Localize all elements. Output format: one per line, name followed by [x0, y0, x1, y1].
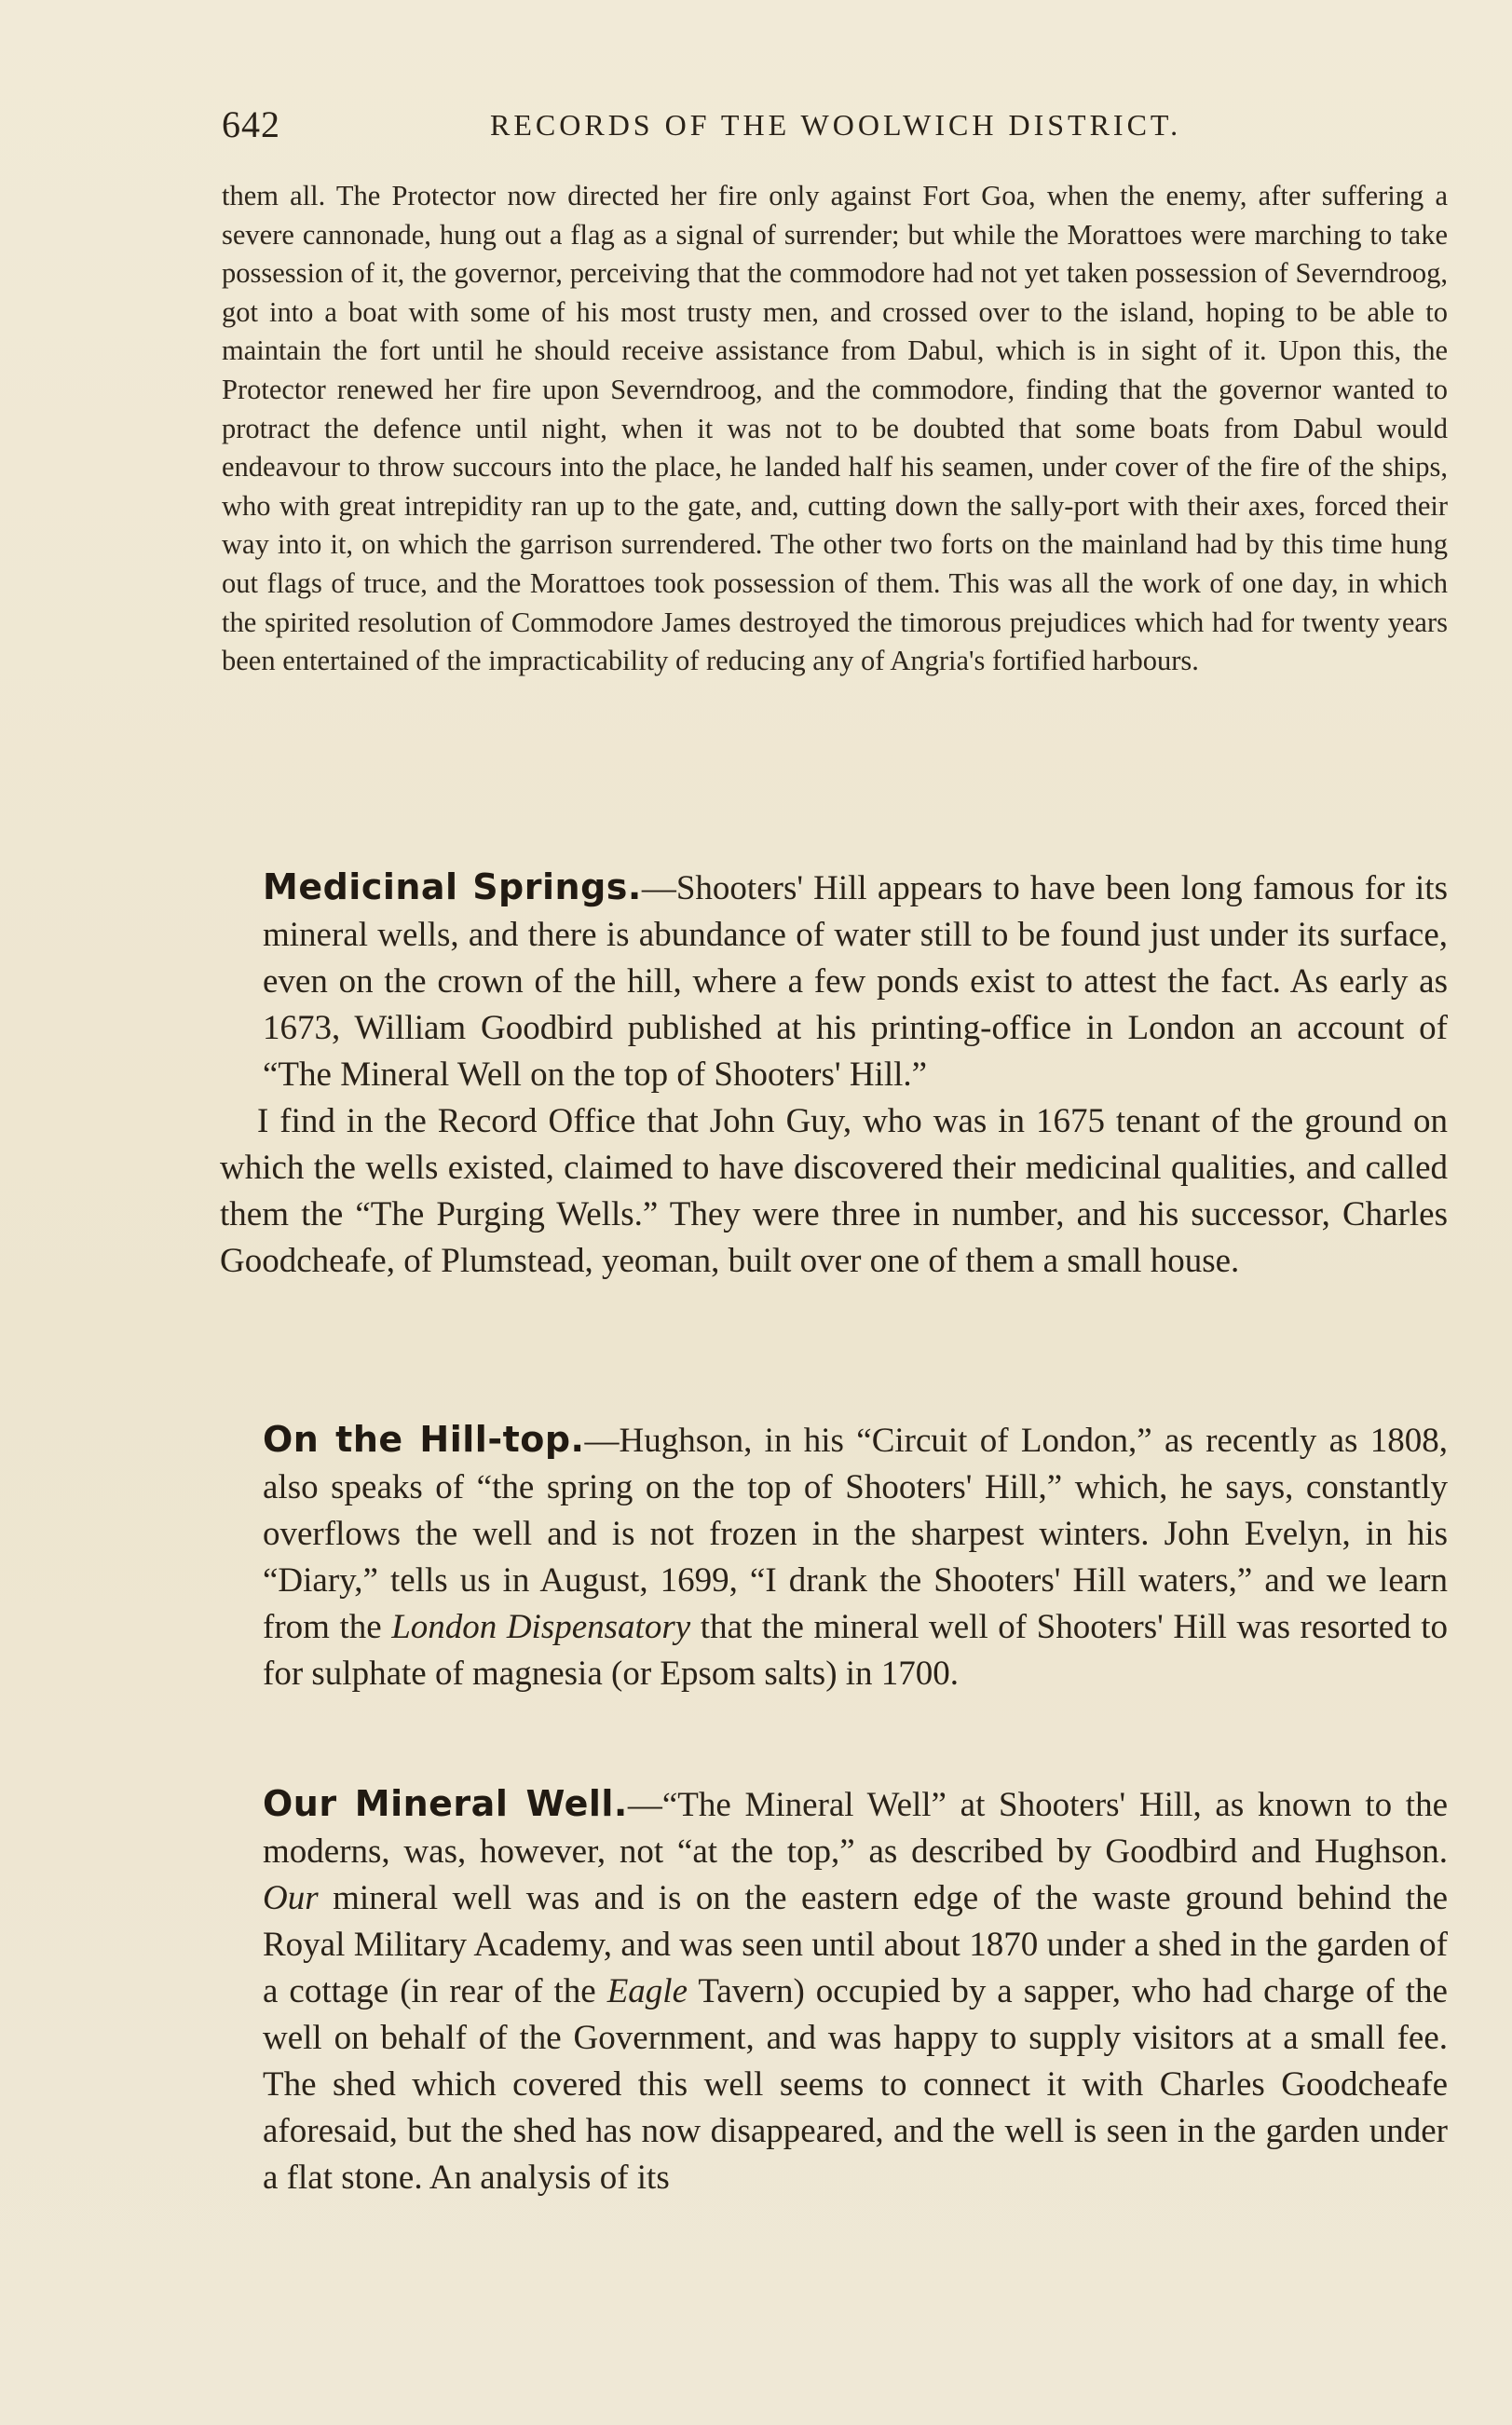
page-number: 642: [222, 103, 280, 145]
section-paragraph: [220, 864, 1448, 1098]
running-title: RECORDS OF THE WOOLWICH DISTRICT.: [490, 108, 1182, 142]
paragraph-text: Tavern) occupied by a sapper, who had charge of the well on behalf of the Government, and was happy to supply visitors at a small fee. The shed which covered this well seems to connect it with Charles Goodcheafe aforesaid, but the shed has now disappeared, and the well is seen in the garden under a flat stone. An analysis of its: [263, 1972, 1448, 2197]
italic-word: Our: [263, 1879, 319, 1917]
paragraph-text: that the mineral well of Shooters' Hill was resorted to for sulphate of magnesia (or Epsom salts) in 1700.: [263, 1608, 1449, 1693]
paragraph-text: —“The Mineral Well” at Shooters' Hill, as known to the moderns, was, however, not “at the top,” as described by Goodbird and Hughson.: [263, 1786, 1448, 1871]
section-medicinal-springs: [220, 864, 1448, 1285]
paragraph-text: mineral well was and is on the eastern edge of the waste ground behind the Royal Military Academy, and was seen until about 1870 under a shed in the garden of a cottage (in rear of the: [263, 1879, 1448, 2010]
paragraph-text: —Hughson, in his “Circuit of London,” as recently as 1808, also speaks of “the spring on the top of Shooters' Hill,” which, he says, constantly overflows the well and is not frozen in the sharpest winters. John Evelyn, in his “Diary,” tells us in August, 1699, “I drank the Shooters' Hill waters,” and we learn from the: [263, 1422, 1448, 1646]
italic-word: Eagle: [606, 1972, 688, 2010]
section-paragraph: [220, 1416, 1448, 1697]
section-paragraph: I find in the Record Office that John Guy, who was in 1675 tenant of the ground on which the wells existed, claimed to have discovered their medicinal qualities, and called them the “The Purging Wells.” They were three in number, and his successor, Charles Goodcheafe, of Plumstead, yeoman, built over one of them a small house.: [220, 1102, 1448, 1280]
section-hill-top: [220, 1416, 1448, 1697]
section-heading: Our Mineral Well.: [263, 1783, 628, 1824]
section-heading: Medicinal Springs.: [263, 866, 642, 907]
section-heading: On the Hill-top.: [263, 1419, 585, 1460]
section-our-mineral-well: [220, 1780, 1448, 2201]
paragraph-text: —Shooters' Hill appears to have been long famous for its mineral wells, and there is abundance of water still to be found just under its surface, even on the crown of the hill, where a few ponds exist to attest the fact. As early as 1673, William Goodbird published at his printing-office in London an account of “The Mineral Well on the top of Shooters' Hill.”: [263, 869, 1448, 1094]
italic-title: London Dispensatory: [391, 1608, 691, 1646]
intro-paragraph: them all. The Protector now directed her fire only against Fort Goa, when the enemy, after suffering a severe cannonade, hung out a flag as a signal of surrender; but while the Morattoes were marching to take possession of it, the governor, perceiving that the commodore had not yet taken possession of Severndroog, got into a boat with some of his most trusty men, and crossed over to the island, hoping to be able to maintain the fort until he should receive assistance from Dabul, which is in sight of it. Upon this, the Protector renewed her fire upon Severndroog, and the commodore, finding that the governor wanted to protract the defence until night, when it was not to be doubted that some boats from Dabul would endeavour to throw succours into the place, he landed half his seamen, under cover of the fire of the ships, who with great intrepidity ran up to the gate, and, cutting down the sally-port with their axes, forced their way into it, on which the garrison surrendered. The other two forts on the mainland had by this time hung out flags of truce, and the Morattoes took possession of them. This was all the work of one day, in which the spirited resolution of Commodore James destroyed the timorous prejudices which had for twenty years been entertained of the impracticability of reducing any of Angria's fortified harbours.: [222, 180, 1448, 677]
running-head: [222, 102, 1433, 149]
section-paragraph: [220, 1780, 1448, 2201]
